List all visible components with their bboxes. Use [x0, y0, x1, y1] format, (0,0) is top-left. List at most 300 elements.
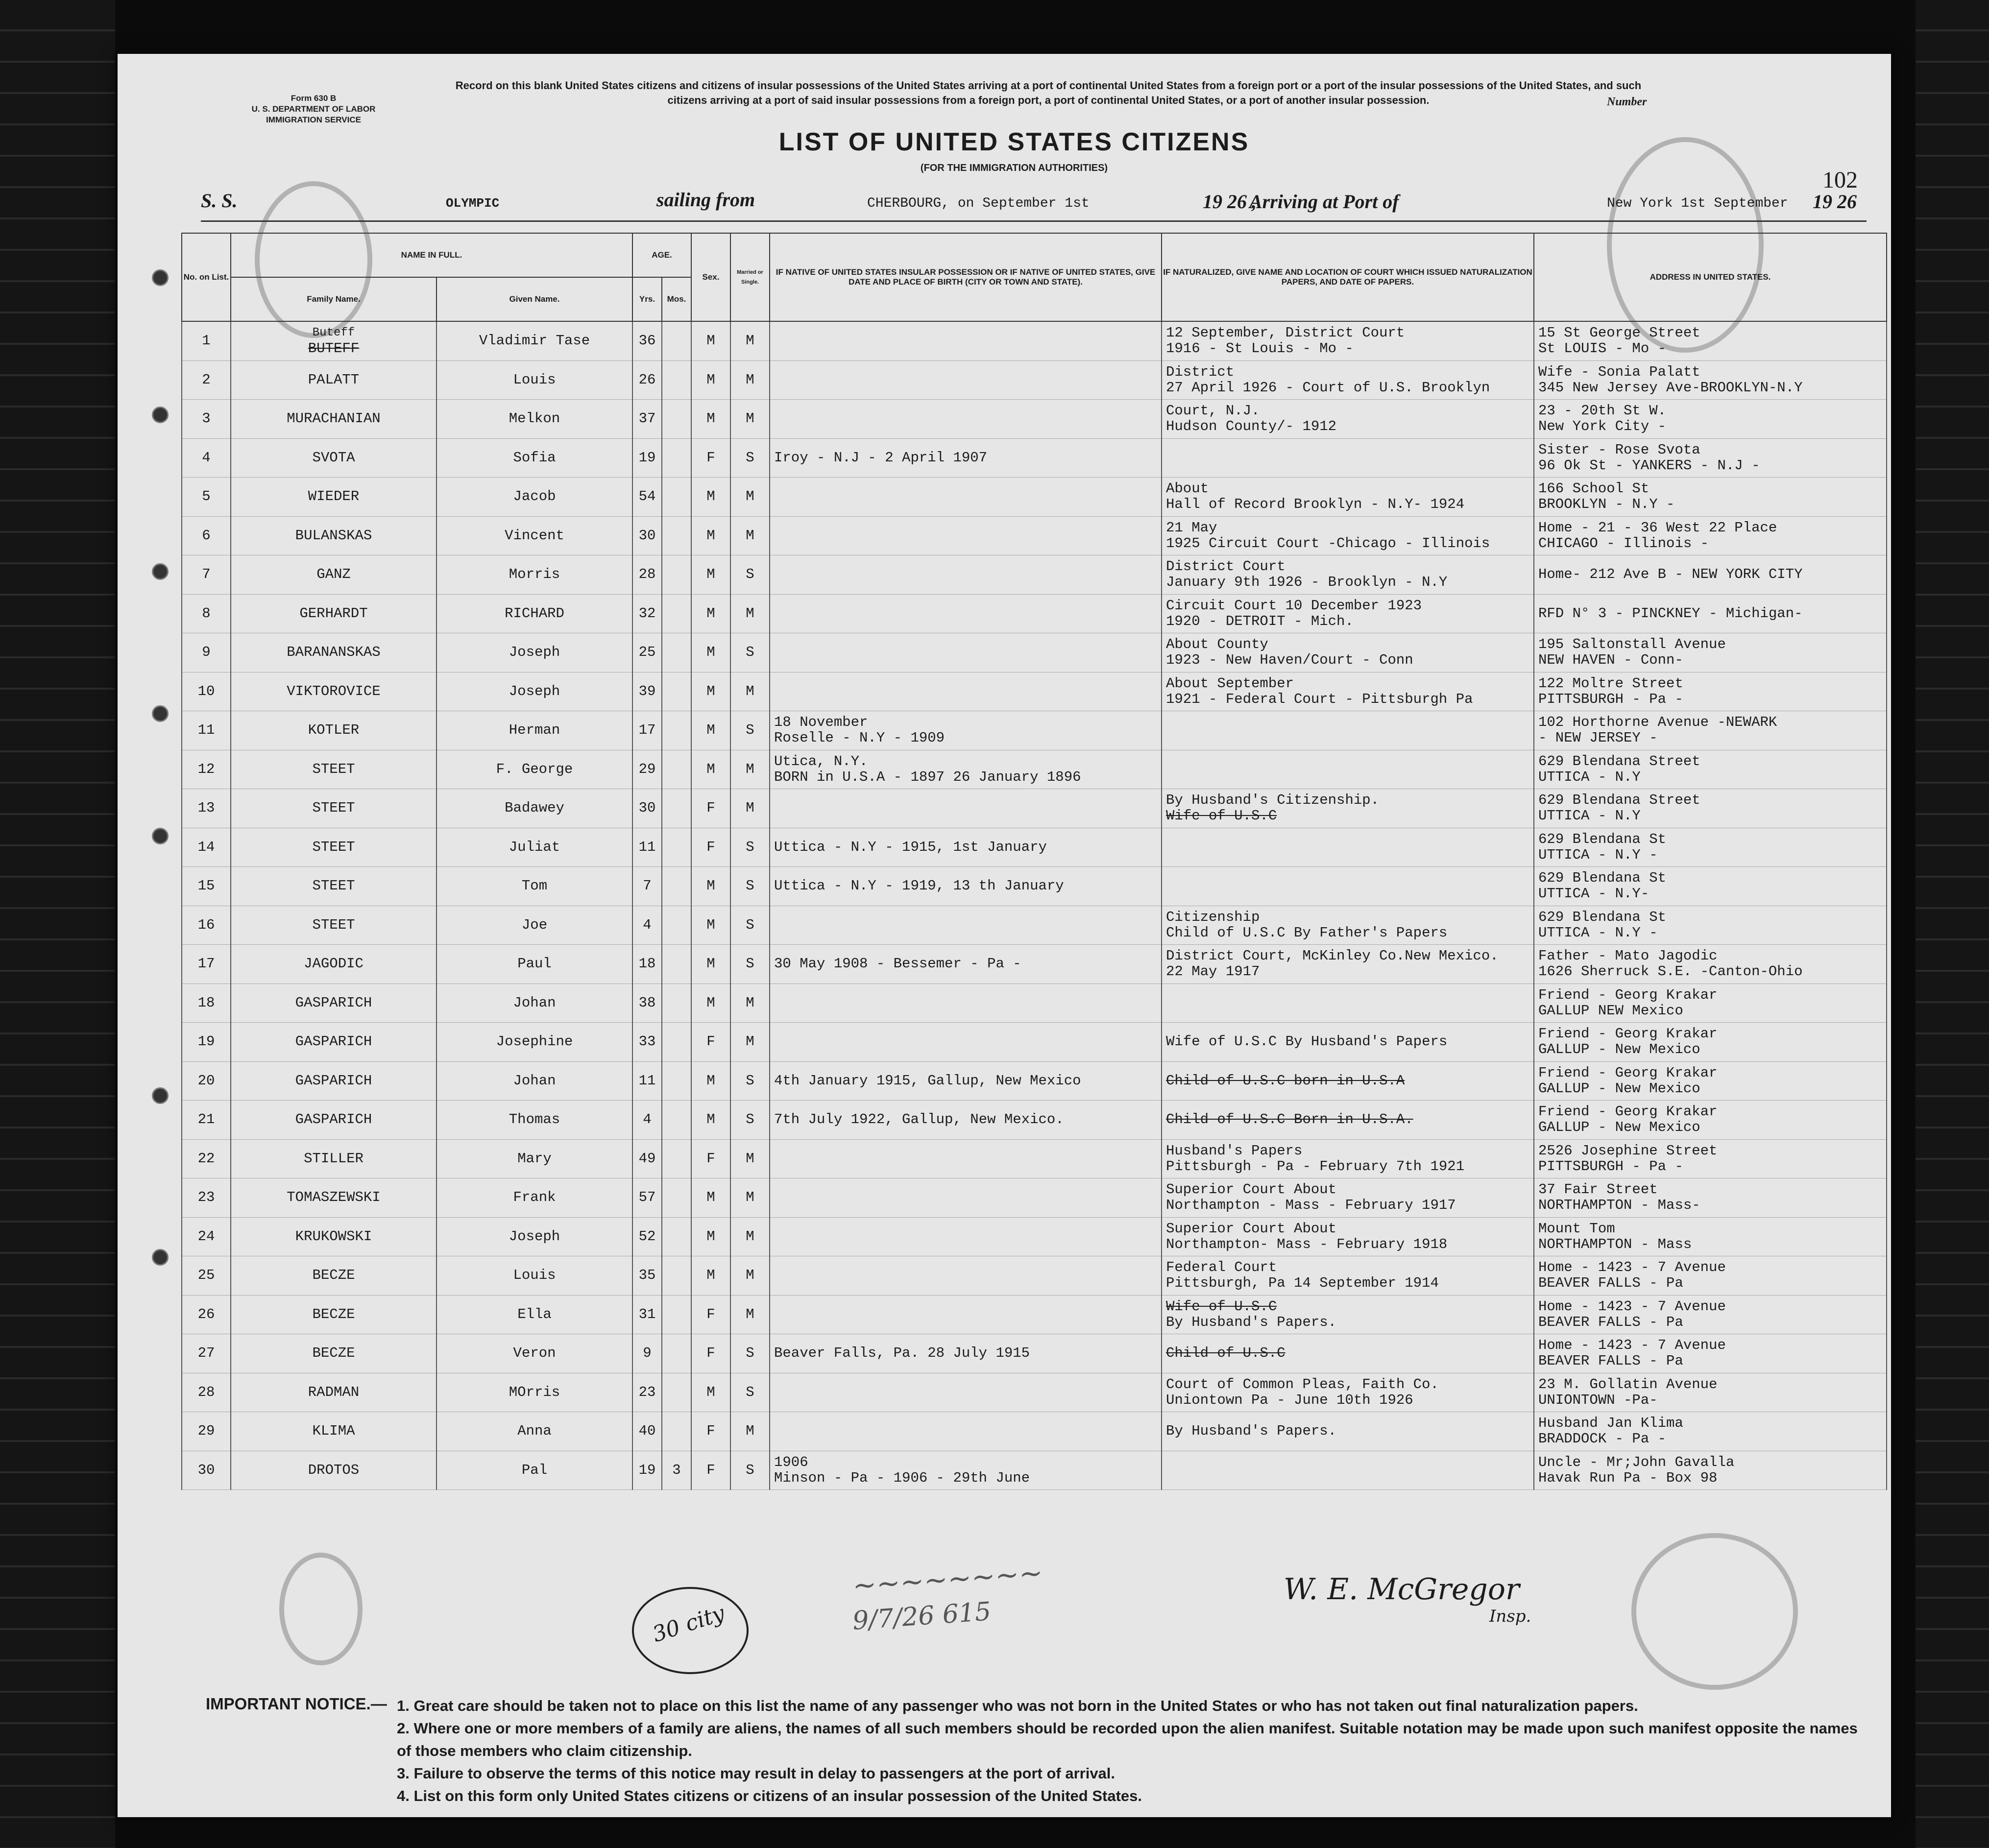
row-number-line: 17 [197, 956, 215, 972]
given-name [437, 1101, 632, 1140]
age-years [632, 1023, 662, 1062]
age-years [632, 711, 662, 750]
given-name-line: Pal [521, 1462, 548, 1478]
table-row [182, 1101, 1887, 1140]
birth-info [770, 984, 1162, 1023]
address-info-line: 629 Blendana St [1538, 909, 1667, 925]
row-number-line: 30 [197, 1462, 215, 1478]
age-years [632, 1412, 662, 1451]
table-row [182, 867, 1887, 906]
age-years-line: 4 [643, 916, 652, 933]
naturalization-info-line: Northampton - Mass - February 1917 [1166, 1197, 1456, 1214]
address-info [1534, 1412, 1887, 1451]
naturalization-info-line: Court, N.J. [1166, 403, 1260, 419]
row-number [182, 1023, 231, 1062]
age-years [632, 321, 662, 360]
address-info [1534, 1139, 1887, 1178]
row-number-line: 11 [197, 722, 215, 739]
address-info-line: Uncle - Mr;John Gavalla [1538, 1454, 1735, 1470]
address-info-line: UNIONTOWN -Pa- [1538, 1392, 1658, 1408]
birth-info-line: Uttica - N.Y - 1919, 13 th January [774, 878, 1064, 894]
family-name-line: GASPARICH [295, 1033, 372, 1050]
family-name-line: GASPARICH [295, 1072, 372, 1089]
marital-status [730, 1023, 770, 1062]
marital-status-line: S [746, 644, 754, 661]
age-months [662, 1217, 691, 1256]
naturalization-info [1162, 1451, 1534, 1490]
row-number-line: 28 [197, 1384, 215, 1400]
family-name [231, 1139, 437, 1178]
sex [691, 1256, 730, 1296]
family-name [231, 555, 437, 595]
header-sex: Sex. [691, 233, 730, 321]
departure-year: 19 26 , [1203, 191, 1257, 213]
given-name [437, 1295, 632, 1334]
row-number [182, 906, 231, 945]
pencil-scrawl [1631, 1533, 1798, 1690]
address-info-line: Wife - Sonia Palatt [1538, 363, 1700, 380]
given-name-line: Veron [513, 1345, 556, 1362]
address-info [1534, 672, 1887, 711]
age-months [662, 555, 691, 595]
age-years-line: 30 [638, 800, 656, 816]
age-months [662, 1295, 691, 1334]
address-info [1534, 711, 1887, 750]
marital-status-line: M [746, 605, 754, 622]
family-name [231, 1412, 437, 1451]
sex-line: M [706, 333, 715, 349]
given-name-line: F. George [496, 761, 573, 777]
table-row [182, 594, 1887, 633]
age-years [632, 789, 662, 828]
marital-status-line: S [746, 916, 754, 933]
address-info [1534, 1334, 1887, 1373]
given-name-line: MOrris [509, 1384, 560, 1400]
family-name-line: GASPARICH [295, 994, 372, 1011]
naturalization-info [1162, 1139, 1534, 1178]
age-years [632, 867, 662, 906]
sex-line: F [706, 1150, 715, 1167]
binding-hole-icon [152, 563, 169, 580]
family-name [231, 1451, 437, 1490]
marital-status-line: M [746, 800, 754, 816]
birth-info [770, 321, 1162, 360]
age-months [662, 906, 691, 945]
naturalization-info-line: About September [1166, 675, 1294, 692]
naturalization-info-line: 1921 - Federal Court - Pittsburgh Pa [1166, 691, 1473, 707]
birth-info [770, 438, 1162, 478]
address-info-line: UTTICA - N.Y - [1538, 924, 1658, 941]
row-number-line: 9 [202, 644, 211, 661]
naturalization-info-line: 22 May 1917 [1166, 963, 1260, 980]
row-number-line: 29 [197, 1423, 215, 1440]
marital-status [730, 1412, 770, 1451]
sex-line: F [706, 1345, 715, 1362]
row-number [182, 400, 231, 439]
address-info-line: Home - 1423 - 7 Avenue [1538, 1298, 1726, 1315]
marital-status-line: S [746, 566, 754, 583]
marital-status [730, 633, 770, 672]
age-years-line: 38 [638, 994, 656, 1011]
age-years [632, 984, 662, 1023]
sex-line: M [706, 527, 715, 544]
header-mos: Mos. [662, 277, 691, 321]
marital-status-line: S [746, 839, 754, 855]
sex [691, 1061, 730, 1101]
birth-info [770, 672, 1162, 711]
age-years [632, 400, 662, 439]
sex [691, 672, 730, 711]
table-row [182, 672, 1887, 711]
header-family-name: Family Name. [231, 277, 437, 321]
birth-info-line: Uttica - N.Y - 1915, 1st January [774, 839, 1047, 855]
family-name-line: BULANSKAS [295, 527, 372, 544]
sex-line: M [706, 371, 715, 388]
notice-item: 1. Great care should be taken not to place on this list the name of any passenger who was not born in the United States or who has not taken out final naturalization papers. [397, 1697, 1638, 1714]
given-name-line: Jacob [513, 488, 556, 505]
marital-status-line: M [746, 1423, 754, 1440]
sex [691, 555, 730, 595]
sex [691, 360, 730, 400]
age-years-line: 35 [638, 1267, 656, 1284]
table-row [182, 945, 1887, 984]
given-name [437, 594, 632, 633]
given-name-line: Joe [521, 916, 548, 933]
row-number [182, 1373, 231, 1412]
age-years [632, 478, 662, 517]
address-info-line: 1626 Sherruck S.E. -Canton-Ohio [1538, 963, 1803, 980]
marital-status-line: M [746, 371, 754, 388]
address-info [1534, 1101, 1887, 1140]
citizens-table [181, 233, 1887, 1490]
naturalization-info-line: Superior Court About [1166, 1220, 1337, 1237]
naturalization-info-line: Circuit Court 10 December 1923 [1166, 597, 1422, 614]
table-row [182, 1373, 1887, 1412]
age-years-line: 28 [638, 566, 656, 583]
address-info [1534, 400, 1887, 439]
age-years-line: 4 [643, 1111, 652, 1128]
row-number [182, 478, 231, 517]
marital-status-line: S [746, 1111, 754, 1128]
birth-info [770, 1334, 1162, 1373]
age-years-line: 36 [638, 333, 656, 349]
address-info-line: RFD N° 3 - PINCKNEY - Michigan- [1538, 605, 1803, 622]
address-info-line: Friend - Georg Krakar [1538, 1026, 1718, 1042]
header-naturalized: IF NATURALIZED, GIVE NAME AND LOCATION OF COURT WHICH ISSUED NATURALIZATION PAPERS, AND DATE OF PAPERS. [1162, 233, 1534, 321]
page-number: 102 [1822, 167, 1858, 193]
row-number-line: 4 [202, 449, 211, 466]
address-info-line: Father - Mato Jagodic [1538, 948, 1718, 964]
family-name-line: MURACHANIAN [287, 410, 381, 427]
address-info [1534, 828, 1887, 867]
table-row [182, 1256, 1887, 1296]
address-info-line: BRADDOCK - Pa - [1538, 1431, 1667, 1447]
birth-info [770, 1101, 1162, 1140]
marital-status-line: S [746, 1345, 754, 1362]
age-months [662, 1256, 691, 1296]
family-name [231, 828, 437, 867]
address-info-line: 2526 Josephine Street [1538, 1142, 1718, 1159]
given-name [437, 1061, 632, 1101]
marital-status-line: M [746, 994, 754, 1011]
binding-hole-icon [152, 828, 169, 844]
family-name-line: BECZE [312, 1306, 355, 1322]
inspector-date: 9/7/26 615 [851, 1597, 992, 1636]
sex-line: M [706, 1384, 715, 1400]
table-row [182, 1178, 1887, 1218]
marital-status [730, 555, 770, 595]
naturalization-info-line: Child of U.S.C born in U.S.A [1166, 1072, 1405, 1089]
table-row [182, 828, 1887, 867]
row-number [182, 1256, 231, 1296]
marital-status-line: M [746, 488, 754, 505]
family-name-line: STEET [312, 800, 355, 816]
birth-info [770, 1139, 1162, 1178]
marital-status-line: M [746, 1228, 754, 1245]
marital-status-line: M [746, 410, 754, 427]
address-info-line: BEAVER FALLS - Pa [1538, 1353, 1683, 1369]
sex-line: M [706, 956, 715, 972]
sex [691, 1101, 730, 1140]
signature-title: Insp. [1489, 1607, 1531, 1626]
given-name-line: Melkon [509, 410, 560, 427]
family-name-line: STEET [312, 878, 355, 894]
row-number [182, 321, 231, 360]
marital-status-line: S [746, 1384, 754, 1400]
header-yrs: Yrs. [632, 277, 662, 321]
family-name [231, 672, 437, 711]
row-number-line: 6 [202, 527, 211, 544]
address-info [1534, 438, 1887, 478]
naturalization-info [1162, 633, 1534, 672]
family-name [231, 1101, 437, 1140]
birth-info [770, 1217, 1162, 1256]
binding-hole-icon [152, 1087, 169, 1104]
naturalization-info-line: 1925 Circuit Court -Chicago - Illinois [1166, 535, 1490, 552]
birth-info-line: 30 May 1908 - Bessemer - Pa - [774, 956, 1021, 972]
notice-item: 3. Failure to observe the terms of this notice may result in delay to passengers at the port of arrival. [397, 1765, 1116, 1782]
address-info-line: - NEW JERSEY - [1538, 730, 1658, 746]
family-name [231, 906, 437, 945]
family-name [231, 1334, 437, 1373]
row-number [182, 1295, 231, 1334]
sex [691, 945, 730, 984]
given-name-line: Vladimir Tase [479, 333, 590, 349]
naturalization-info [1162, 984, 1534, 1023]
given-name-line: Juliat [509, 839, 560, 855]
naturalization-info-line: Hall of Record Brooklyn - N.Y- 1924 [1166, 496, 1465, 513]
address-info-line: UTTICA - N.Y- [1538, 886, 1649, 902]
given-name-line: Louis [513, 1267, 556, 1284]
row-number [182, 1139, 231, 1178]
age-years-line: 9 [643, 1345, 652, 1362]
adjacent-page-right [1916, 0, 1989, 1848]
naturalization-info-line: Child of U.S.C By Father's Papers [1166, 924, 1448, 941]
age-months [662, 945, 691, 984]
row-number [182, 1101, 231, 1140]
address-info-line: BEAVER FALLS - Pa [1538, 1314, 1683, 1330]
sex [691, 906, 730, 945]
naturalization-info [1162, 750, 1534, 789]
given-name [437, 321, 632, 360]
marital-status [730, 1256, 770, 1296]
family-name-line: BUTEFF [308, 340, 360, 357]
address-info-line: Home - 1423 - 7 Avenue [1538, 1337, 1726, 1354]
arriving-label: Arriving at Port of [1249, 191, 1399, 213]
naturalization-info [1162, 1373, 1534, 1412]
birth-info [770, 945, 1162, 984]
notice-item: 2. Where one or more members of a family are aliens, the names of all such members should be recorded upon the alien manifest. Suitable notation may be made upon such manifest opposite the names of those members who claim citizenship. [397, 1720, 1858, 1759]
address-info-line: New York City - [1538, 418, 1667, 435]
record-instructions: Record on this blank United States citizens and citizens of insular possessions of the United States arriving at a port of continental United States from a foreign port or a port of the insular possessions of the United States, and such citizens arriving at a port of said insular possessions from a foreign port, a port of continental United States, or a port of another insular possession. [455, 79, 1642, 106]
address-info [1534, 1373, 1887, 1412]
age-years-line: 49 [638, 1150, 656, 1167]
address-info-line: Friend - Georg Krakar [1538, 1064, 1718, 1081]
age-years [632, 594, 662, 633]
naturalization-info-line: 27 April 1926 - Court of U.S. Brooklyn [1166, 379, 1490, 396]
naturalization-info-line: By Husband's Papers. [1166, 1423, 1337, 1440]
marital-status-line: S [746, 1072, 754, 1089]
row-number [182, 594, 231, 633]
naturalization-info-line: 1916 - St Louis - Mo - [1166, 340, 1354, 357]
row-number-line: 19 [197, 1033, 215, 1050]
family-name-line: STEET [312, 761, 355, 777]
header-birth: IF NATIVE OF UNITED STATES INSULAR POSSESSION OR IF NATIVE OF UNITED STATES, GIVE DATE AND PLACE OF BIRTH (CITY OR TOWN AND STATE). [770, 233, 1162, 321]
birth-info-line: Utica, N.Y. [774, 753, 868, 769]
sex [691, 750, 730, 789]
family-name [231, 633, 437, 672]
age-months [662, 321, 691, 360]
naturalization-info [1162, 1217, 1534, 1256]
header-no: No. on List. [182, 233, 231, 321]
age-years [632, 438, 662, 478]
birth-info [770, 478, 1162, 517]
count-stamp-text: 30 city [649, 1600, 728, 1648]
age-years [632, 1178, 662, 1218]
age-years [632, 555, 662, 595]
address-info-line: Sister - Rose Svota [1538, 441, 1700, 458]
birth-info [770, 828, 1162, 867]
family-name [231, 711, 437, 750]
marital-status [730, 478, 770, 517]
given-name-line: Josephine [496, 1033, 573, 1050]
family-name [231, 1217, 437, 1256]
given-name [437, 516, 632, 555]
address-info [1534, 478, 1887, 517]
pencil-scrawl [279, 1553, 363, 1665]
marital-status [730, 906, 770, 945]
sex [691, 867, 730, 906]
age-years [632, 633, 662, 672]
address-info [1534, 1256, 1887, 1296]
marital-status [730, 984, 770, 1023]
naturalization-info [1162, 478, 1534, 517]
sex-line: M [706, 1189, 715, 1206]
marital-status [730, 828, 770, 867]
row-number-line: 16 [197, 916, 215, 933]
marital-status [730, 1178, 770, 1218]
address-info-line: 629 Blendana Street [1538, 753, 1700, 769]
given-name [437, 400, 632, 439]
manifest-sheet [118, 54, 1891, 1817]
address-info [1534, 1451, 1887, 1490]
row-number [182, 1217, 231, 1256]
marital-status-line: S [746, 722, 754, 739]
address-info-line: Husband Jan Klima [1538, 1415, 1683, 1432]
sex-line: F [706, 839, 715, 855]
age-months [662, 1061, 691, 1101]
given-name-line: Mary [517, 1150, 552, 1167]
table-row [182, 1139, 1887, 1178]
address-info [1534, 360, 1887, 400]
given-name [437, 906, 632, 945]
naturalization-info [1162, 945, 1534, 984]
naturalization-info-line: Child of U.S.C Born in U.S.A. [1166, 1111, 1413, 1128]
marital-status-line: M [746, 683, 754, 699]
family-name-line: GANZ [316, 566, 351, 583]
naturalization-info-line: Wife of U.S.C [1166, 1298, 1277, 1315]
family-name-line: GASPARICH [295, 1111, 372, 1128]
sex-line: M [706, 722, 715, 739]
naturalization-info-line: January 9th 1926 - Brooklyn - N.Y [1166, 574, 1448, 591]
service-name: IMMIGRATION SERVICE [266, 115, 361, 124]
marital-status [730, 1295, 770, 1334]
age-months [662, 1139, 691, 1178]
age-months [662, 594, 691, 633]
address-info [1534, 1178, 1887, 1218]
given-name-line: Joseph [509, 1228, 560, 1245]
sex-line: M [706, 683, 715, 699]
row-number [182, 789, 231, 828]
birth-info-line: 7th July 1922, Gallup, New Mexico. [774, 1111, 1064, 1128]
address-info-line: Home - 1423 - 7 Avenue [1538, 1259, 1726, 1276]
family-name [231, 438, 437, 478]
row-number [182, 1451, 231, 1490]
address-info-line: 195 Saltonstall Avenue [1538, 636, 1726, 653]
row-number [182, 945, 231, 984]
sex-line: F [706, 1423, 715, 1440]
birth-info [770, 594, 1162, 633]
address-info-line: NORTHAMPTON - Mass [1538, 1236, 1692, 1252]
naturalization-info [1162, 1061, 1534, 1101]
birth-info [770, 867, 1162, 906]
address-info-line: UTTICA - N.Y - [1538, 846, 1658, 863]
notice-item: 4. List on this form only United States citizens or citizens of an insular possession of the United States. [397, 1787, 1142, 1804]
table-row [182, 438, 1887, 478]
ss-label: S. S. [201, 190, 238, 212]
table-row [182, 400, 1887, 439]
naturalization-info [1162, 828, 1534, 867]
sex [691, 321, 730, 360]
table-row [182, 906, 1887, 945]
family-name [231, 478, 437, 517]
address-info [1534, 1295, 1887, 1334]
sex-line: M [706, 605, 715, 622]
naturalization-info [1162, 438, 1534, 478]
family-name-line: STEET [312, 839, 355, 855]
birth-info-line: BORN in U.S.A - 1897 26 January 1896 [774, 768, 1081, 785]
family-name [231, 945, 437, 984]
form-number: Form 630 B [291, 94, 337, 103]
naturalization-info [1162, 672, 1534, 711]
row-number [182, 984, 231, 1023]
age-months [662, 1101, 691, 1140]
address-info-line: BEAVER FALLS - Pa [1538, 1275, 1683, 1292]
address-info-line: 629 Blendana St [1538, 870, 1667, 887]
age-years-line: 25 [638, 644, 656, 661]
birth-info [770, 1061, 1162, 1101]
family-name [231, 789, 437, 828]
